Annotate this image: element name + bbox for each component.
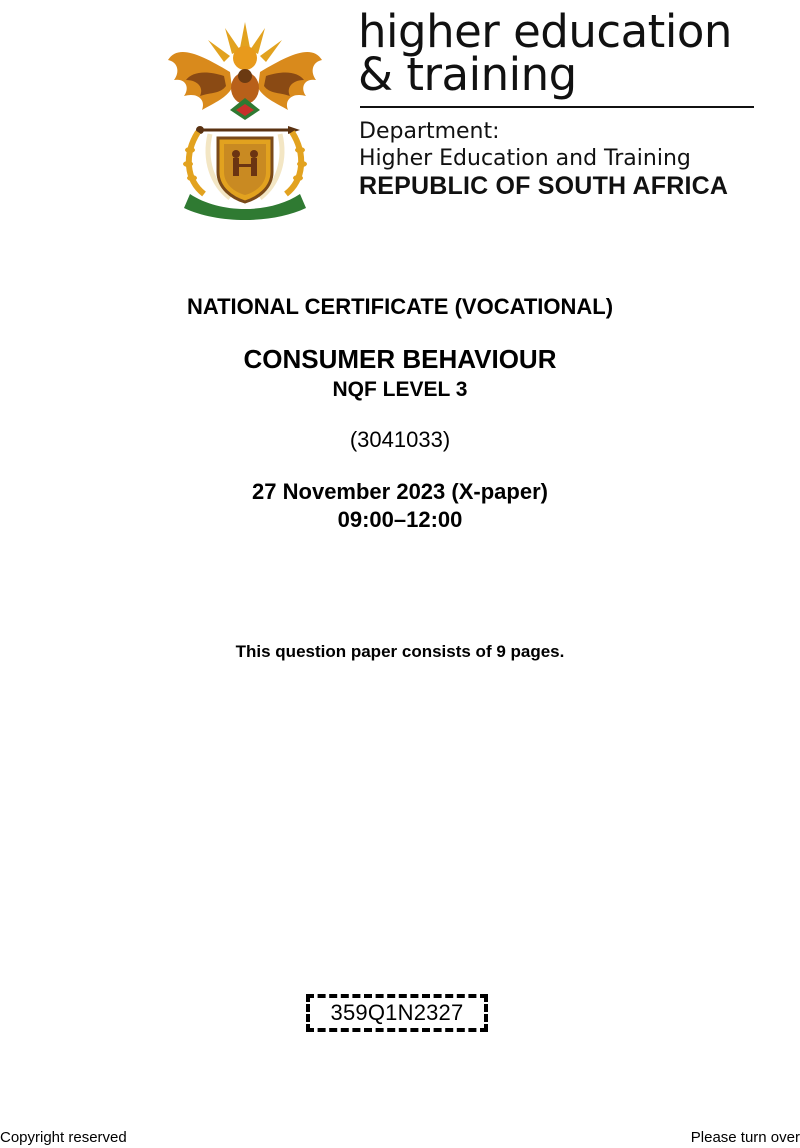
department-label: Department: <box>359 119 500 144</box>
department-name: Higher Education and Training <box>359 146 691 171</box>
country-name: REPUBLIC OF SOUTH AFRICA <box>359 172 729 200</box>
subject-title: CONSUMER BEHAVIOUR <box>243 344 557 374</box>
footer-turn-over: Please turn over <box>690 1129 800 1146</box>
exam-time: 09:00–12:00 <box>337 507 463 532</box>
exam-date: 27 November 2023 (X-paper) <box>252 479 548 504</box>
subject-code: (3041033) <box>349 427 451 452</box>
paper-code: 359Q1N2327 <box>330 1000 464 1025</box>
brand-divider <box>360 106 754 108</box>
certificate-title: NATIONAL CERTIFICATE (VOCATIONAL) <box>186 294 614 319</box>
page-count-note: This question paper consists of 9 pages. <box>235 642 565 661</box>
paper-code-box <box>306 994 488 1032</box>
footer-copyright: Copyright reserved <box>0 1129 127 1146</box>
brand-title-line2: & training <box>358 48 577 101</box>
brand-title-line1: higher education <box>358 5 732 58</box>
nqf-level: NQF LEVEL 3 <box>332 378 468 401</box>
coat-of-arms-icon <box>160 14 330 220</box>
